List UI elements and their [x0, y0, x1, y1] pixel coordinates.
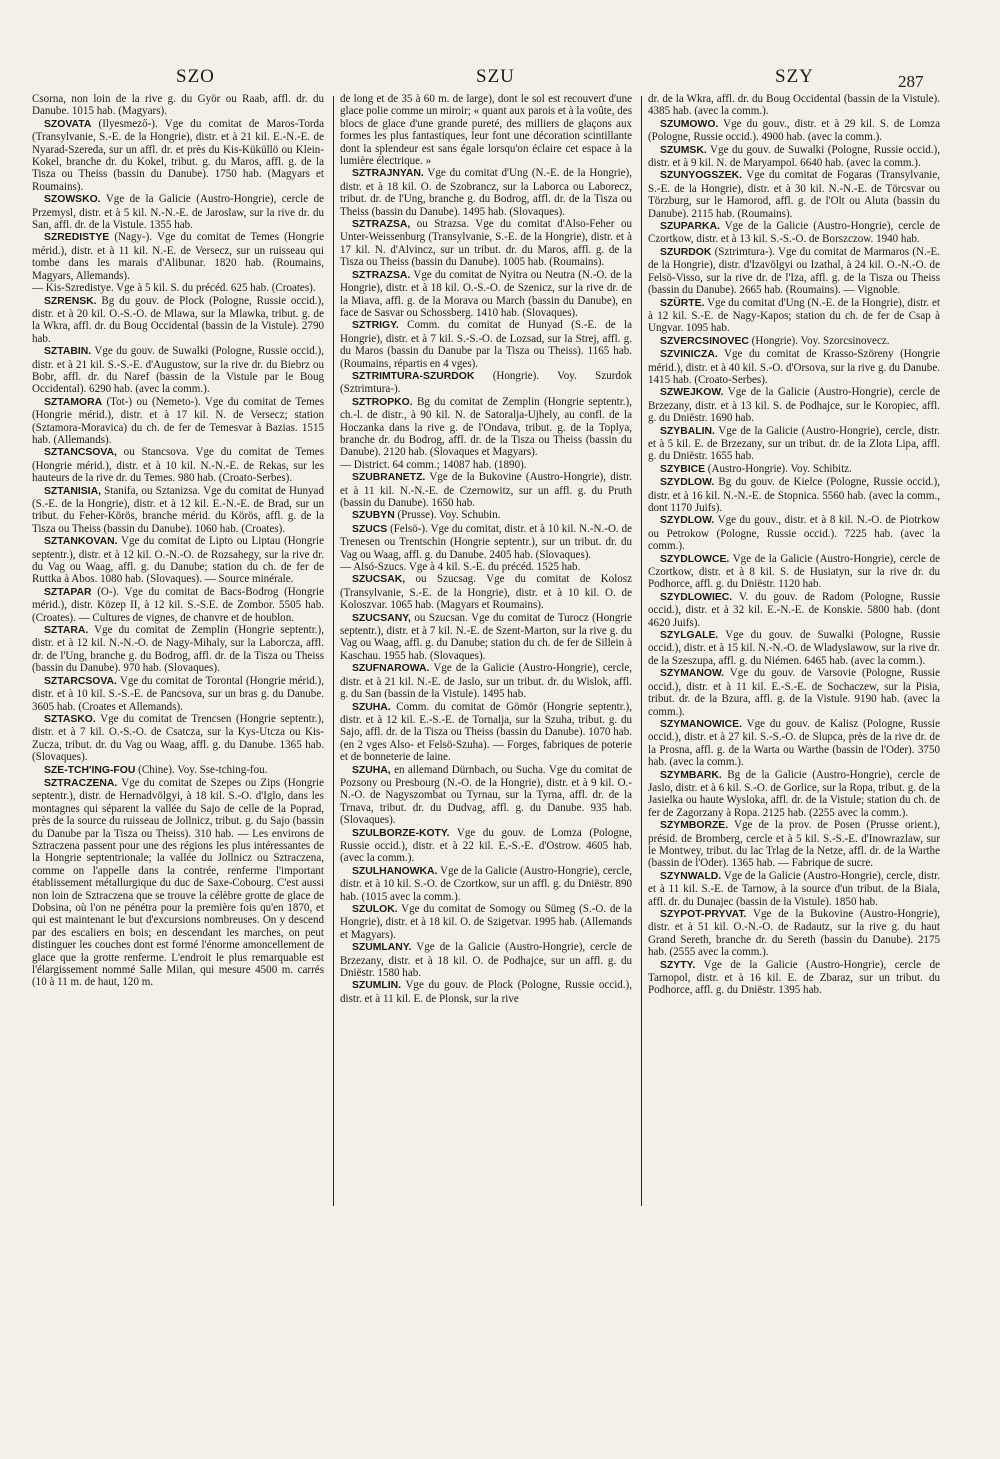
dictionary-entry [340, 941, 632, 979]
entry-text: Vge de la Bukovine (Austro-Hongrie), distr. et à 11 kil. N.-N.-E. de Czernowitz, sur un affl. g. du Pruth (bassin du Danube). 1650 hab. [340, 471, 632, 509]
entry-headword: SZUPARKA. [660, 221, 720, 233]
entry-headword: SZURDOK [660, 246, 712, 258]
entry-headword: SZTARCSOVA. [44, 675, 117, 687]
entry-text: (Hongrie). Voy. Szurdok (Sztrimtura-). [340, 369, 632, 396]
entry-headword: SZUHA. [352, 701, 391, 713]
entry-text: ou Szucsag. Vge du comitat de Kolosz (Transylvanie, S.-E. de la Hongrie), distr. et à 10 kil. O. de Koloszvar. 1065 hab. (Magyars et Roumains). [340, 573, 632, 612]
entry-headword: SZUBYN [352, 510, 395, 522]
dictionary-entry [32, 624, 324, 675]
entry-text: ou Stancsova. Vge du comitat de Temes (Hongrie mérid.), distr. et à 10 kil. N.-N.-E. de Rekas, sur les hauteurs de la rive dr. du Temes. 980 hab. (Croato-Serbes). [32, 446, 324, 485]
dictionary-entry [648, 667, 940, 718]
dictionary-entry [32, 396, 324, 447]
dictionary-entry [32, 675, 324, 713]
entry-headword: SZYMBARK. [660, 769, 722, 781]
entry-text: Vge du gouv. de Varsovie (Pologne, Russie occid.), distr. et à 11 kil. E.-S.-E. de Sochaczew, sur la Pisia, tribut. dr. de la Bzura, affl. g. de la Vistule. 9190 hab. (avec la comm.). [648, 667, 940, 718]
entry-headword: SZYDLOWCE. [660, 553, 730, 565]
entry-headword: SZULBORZE-KOTY. [352, 827, 450, 839]
entry-headword: SZUCSANY, [352, 612, 411, 624]
entry-headword: SZUHA, [352, 764, 391, 776]
dictionary-entry [648, 908, 940, 959]
entry-text: — District. 64 comm.; 14087 hab. (1890). [340, 458, 527, 471]
dictionary-entry [340, 561, 632, 573]
entry-text: Vge de la Galicie (Austro-Hongrie), cercle de Tarnopol, distr. et à 16 kil. E. de Zbaraz, sur un tribut. du Podhorce, affl. g. du Dniëstr. 1395 hab. [648, 958, 940, 997]
entry-text: Vge du comitat d'Ung (N.-E. de la Hongrie), distr. et à 12 kil. S.-E. de Nagy-Kapos; station du ch. de fer de Csap à Ungvar. 1095 hab. [648, 296, 940, 335]
entry-text: Vge de la Galicie (Austro-Hongrie), cercle de Czortkow, distr. et à 13 kil. S.-S.-O. de Borszczow. 1940 hab. [648, 220, 940, 246]
entry-text: Bg du gouv. de Plock (Pologne, Russie occid.), distr. et à 20 kil. O.-S.-O. de Mlawa, sur la Mlawka, tribut. g. de la Wkra, affl. dr. du Boug Occidental (bassin de la Vistule). 2790 hab. [32, 294, 324, 345]
entry-headword: SZTASKO. [44, 713, 96, 725]
dictionary-entry [340, 979, 632, 1005]
entry-headword: SZTANISIA, [44, 485, 101, 497]
entry-text: Vge du gouv. de Suwalki (Pologne, Russie occid.), distr. et à 9 kil. N. de Maryampol. 6640 hab. (avec la comm.). [648, 143, 940, 170]
dictionary-entry [340, 865, 632, 903]
entry-text: Vge du gouv. de Plock (Pologne, Russie occid.), distr. et à 11 kil. E. de Plonsk, sur la rive [340, 979, 632, 1005]
entry-text: dr. de la Wkra, affl. dr. du Boug Occidental (bassin de la Vistule). 4385 hab. (avec la comm.). [648, 93, 940, 118]
dictionary-entry [32, 118, 324, 193]
column-divider [641, 96, 642, 1206]
entry-headword: SZYDLOW. [660, 477, 715, 489]
entry-text: Stanifa, ou Sztanizsa. Vge du comitat de Hunyad (S.-E. de la Hongrie), distr. et à 12 kil. E.-N.-E. de Brad, sur un tribut. du Feher-Körös, branche mérid. du Körös, affl. g. de la Tisza ou Theiss (bassin du Danube). 1060 hab. (Croates). [32, 484, 324, 535]
entry-headword: SZYPOT-PRYVAT. [660, 909, 747, 920]
entry-text: Vge du comitat de Fogaras (Transylvanie, S.-E. de la Hongrie), distr. et à 30 kil. N.-N.-E. de Törcsvar ou Törzburg, sur le Hamorod, affl. g. de l'Olt ou Aluta (bassin du Danube). 2115 hab. (Roumains). [648, 169, 940, 220]
text-column-left [32, 93, 324, 1213]
dictionary-entry [32, 93, 324, 118]
dictionary-entry [648, 959, 940, 997]
dictionary-entry [648, 144, 940, 170]
dictionary-entry [648, 386, 940, 424]
dictionary-entry [648, 169, 940, 220]
dictionary-entry [340, 396, 632, 459]
entry-headword: SZYTY. [660, 959, 696, 971]
dictionary-entry [340, 218, 632, 269]
entry-headword: SZYNWALD. [660, 870, 722, 882]
dictionary-entry [648, 246, 940, 297]
entry-headword: SZTAPAR [44, 586, 92, 598]
entry-text: — Alsó-Szucs. Vge à 4 kil. S.-E. du précéd. 1525 hab. [340, 561, 581, 574]
entry-text: Vge du comitat de Torontal (Hongrie mérid.), distr. et à 10 kil. S.-S.-E. de Pancsova, sur un bras g. du Danube. 3605 hab. (Croates et Allemands). [32, 674, 324, 713]
dictionary-entry [648, 297, 940, 335]
entry-text: (Austro-Hongrie). Voy. Schibitz. [705, 462, 852, 475]
header-left-word: SZO [176, 66, 215, 87]
entry-text: Vge de la Galicie (Austro-Hongrie), cercle, distr. et à 5 kil. E. de Brzezany, sur un tribut. dr. de la Zlota Lipa, affl. g. du Dniëstr. 1655 hab. [648, 424, 940, 463]
dictionary-entry [648, 718, 940, 769]
entry-text: (Ilyesmező-). Vge du comitat de Maros-Torda (Transylvanie, S.-E. de la Hongrie), distr. et à 21 kil. E.-N.-E. de Nyarad-Szereda, sur un affl. dr. et près du Kis-Küküllö ou Klein-Kokel, branche dr. du Kokel, tribut. g. du Maros, affl. g. de la Tisza ou Theiss (bassin du Danube). 1750 hab. (Magyars et Roumains). [32, 117, 324, 193]
entry-text: (Tot-) ou (Nemeto-). Vge du comitat de Temes (Hongrie mérid.), distr. et à 17 kil. N. de Versecz; station (Sztamora-Moravica) du ch. de fer de Temesvar à Bazias. 1515 hab. (Allemands). [32, 395, 324, 446]
entry-headword: SZRENSK. [44, 295, 97, 307]
entry-headword: SZYBICE [660, 463, 706, 475]
entry-headword: SZYDLOWIEC. [660, 591, 733, 603]
dictionary-entry [648, 553, 940, 591]
entry-text: Bg du gouv. de Kielce (Pologne, Russie occid.), distr. et à 16 kil. N.-N.-E. de Stopnica. 5560 hab. (avec la comm., dont 1170 Juifs). [648, 476, 940, 514]
text-column-middle [340, 93, 632, 1213]
entry-text: (Sztrimtura-). Vge du comitat de Marmaros (N.-E. de la Hongrie), distr. d'Izavölgyi ou Izathal, à 24 kil. O.-N.-O. de Felsö-Visso, sur la rive dr. de l'Iza, affl. g. de la Tisza ou Theiss (bassin du Danube). 2665 hab. (Roumains). — Vignoble. [648, 245, 940, 297]
entry-headword: SZTARA. [44, 625, 89, 637]
entry-headword: SZVINICZA. [660, 349, 718, 361]
dictionary-entry [648, 425, 940, 463]
dictionary-entry [32, 586, 324, 624]
entry-text: Vge du gouv., distr. et à 29 kil. S. de Lomza (Pologne, Russie occid.). 4900 hab. (avec la comm.). [648, 117, 940, 144]
dictionary-entry [32, 231, 324, 282]
entry-text: (Chine). Voy. Sse-tching-fou. [135, 763, 268, 776]
entry-headword: SZUBRANETZ. [352, 472, 426, 484]
entry-text: Vge du comitat d'Ung (N.-E. de la Hongrie), distr. et à 18 kil. O. de Szobrancz, sur la Laborca ou Laborecz, tribut. dr. de l'Ung, branche g. du Bodrog, affl. dr. de la Tisza ou Theiss (bassin du Danube). 1495 hab. (Slovaques). [340, 167, 632, 218]
dictionary-entry [32, 193, 324, 231]
entry-headword: SZOWSKO. [44, 194, 101, 206]
running-header [0, 66, 1000, 96]
dictionary-entry [32, 485, 324, 536]
dictionary-entry [340, 509, 632, 522]
entry-headword: SZUMLIN. [352, 980, 402, 992]
dictionary-entry [340, 319, 632, 370]
entry-text: Vge du comitat de Trencsen (Hongrie septentr.), distr. et à 7 kil. O.-S.-O. de Csatcza, sur la Kys-Utcza ou Kis-Zucza, tribut. dr. du Vag ou Waag, affl. g. du Danube. 1365 hab. (Slovaques). [32, 712, 324, 764]
entry-headword: SZYBALIN. [660, 425, 715, 437]
entry-text: Vge du comitat de Somogy ou Sümeg (S.-O. de la Hongrie), distr. et à 18 kil. O. de Szigetvar. 1995 hab. (Allemands et Magyars). [340, 903, 632, 941]
entry-headword: SZREDISTYE [44, 232, 110, 244]
column-divider [333, 96, 334, 1206]
entry-text: Vge de la Galicie (Austro-Hongrie), cercle de Brzezany, distr. et à 13 kil. S. de Podhajce, sur le Koropiec, affl. g. du Dniëstr. 1690 hab. [648, 386, 940, 425]
entry-text: (Hongrie). Voy. Szorcsinovecz. [748, 334, 890, 347]
dictionary-entry [32, 713, 324, 764]
entry-text: Vge de la Galicie (Austro-Hongrie), cercle, distr. et à 21 kil. N.-E. de Jaslo, sur un tribut. dr. du Wislok, affl. g. du San (bassin de la Vistule). 1495 hab. [340, 662, 632, 701]
entry-headword: SZYMBORZE. [660, 820, 729, 832]
entry-text: (Felsö-). Vge du comitat, distr. et à 10 kil. N.-N.-O. de Trenesen ou Trentschin (Hongrie septentr.), sur un tribut. dr. du Vag ou Waag, affl. g. du Danube. 2405 hab. (Slovaques). [340, 522, 632, 561]
dictionary-entry [340, 701, 632, 764]
entry-text: (O-). Vge du comitat de Bacs-Bodrog (Hongrie mérid.), distr. Közep II, à 12 kil. S.-S.E. de Zombor. 5505 hab. (Croates). — Cultures de vignes, de chanvre et de houblon. [32, 585, 324, 624]
dictionary-entry [648, 348, 940, 386]
dictionary-entry [648, 870, 940, 908]
page-number: 287 [898, 72, 924, 91]
dictionary-entry [648, 591, 940, 629]
entry-text: (Prusse). Voy. Schubin. [394, 509, 501, 522]
dictionary-entry [648, 118, 940, 144]
entry-text: Bg du comitat de Zemplin (Hongrie septentr.), ch.-l. de distr., à 90 kil. N. de Satoralja-Ujhely, au confl. de la Hoczanka dans la rive g. de l'Ondava, tribut. g. de la Toplya, branche dr. du Bodrog, affl. dr. de la Tisza ou Theiss (bassin du Danube). 2120 hab. (Slovaques et Magyars). [340, 395, 632, 459]
entry-text: en allemand Dürnbach, ou Sucha. Vge du comitat de Pozsony ou Presbourg (N.-O. de la Hongrie), distr. et à 9 kil. O.-N.-O. de Nagyszombat ou Tyrnau, sur la Tyrna, affl. dr. de la Trnava, tribut. dr. du Dudvag, affl. g. du Danube. 935 hab. (Slovaques). [340, 763, 632, 827]
entry-headword: SZTRACZENA. [44, 777, 118, 789]
text-column-right [648, 93, 940, 1213]
entry-text: Vge de la Galicie (Austro-Hongrie), cercle, distr. et à 11 kil. S.-E. de Tarnow, à la source d'un tribut. de la Biala, affl. dr. du Dunajec (bassin de la Vistule). 1850 hab. [648, 869, 940, 908]
entry-headword: SZTROPKO. [352, 396, 413, 408]
entry-headword: SZTRIGY. [352, 320, 399, 332]
entry-text: V. du gouv. de Radom (Pologne, Russie occid.), distr. et à 32 kil. E.-N.-E. de Konskie. 5800 hab. (dont 4620 Juifs). [648, 590, 940, 629]
entry-headword: SZUMOWO. [660, 118, 719, 130]
entry-headword: SZUMLANY. [352, 942, 412, 954]
dictionary-entry [32, 764, 324, 777]
entry-headword: SZULOK. [352, 904, 398, 915]
dictionary-entry [340, 903, 632, 941]
entry-headword: SZTRIMTURA-SZURDOK [352, 370, 475, 382]
dictionary-entry [340, 93, 632, 167]
entry-headword: SZTANKOVAN. [44, 536, 118, 548]
dictionary-entry [32, 282, 324, 294]
entry-headword: SZWEJKOW. [660, 387, 724, 399]
entry-text: Comm. du comitat de Gömör (Hongrie septentr.), distr. et à 12 kil. E.-S.-E. de Tornalja, sur la Szuha, tribut. g. du Sajo, affl. dr. de la Tisza ou Theiss (bassin du Danube). 1070 hab. (en 2 vges Also- et Felsö-Szuha). — Forges, fabriques de poterie et de bonneterie de laine. [340, 700, 632, 764]
entry-text: (Nagy-). Vge du comitat de Temes (Hongrie mérid.), distr. et à 11 kil. N.-E. de Versecz, sur un ruisseau qui tombe dans les marais d'Alibunar. 1820 hab. (Roumains, Magyars, Allemands). [32, 231, 324, 282]
entry-headword: SZTAMORA [44, 396, 103, 408]
dictionary-entry [648, 220, 940, 246]
dictionary-entry [340, 459, 632, 471]
dictionary-entry [32, 446, 324, 484]
entry-text: Vge de la prov. de Posen (Prusse orient.), présid. de Bromberg, cercle et à 5 kil. S.-S.-E. d'Inowrazlaw, sur le Montwey, tribut. du lac Trlag de la Netze, affl. dr. de la Warthe (bassin de l'Oder). 1365 hab. — Fabrique de sucre. [648, 819, 940, 870]
dictionary-entry [648, 476, 940, 514]
entry-headword: SZVERCSINOVEC [660, 335, 749, 347]
entry-headword: SZYMANOW. [660, 668, 725, 680]
dictionary-entry [648, 463, 940, 476]
entry-text: Vge du comitat de Krasso-Szöreny (Hongrie mérid.), distr. et à 40 kil. S.-O. d'Orsova, sur la rive g. du Danube. 1415 hab. (Croato-Serbes). [648, 348, 940, 386]
dictionary-entry [340, 269, 632, 320]
dictionary-entry [648, 629, 940, 667]
dictionary-entry [32, 295, 324, 346]
entry-headword: SZTRAZSA, [352, 219, 411, 231]
entry-text: — Kis-Szredistye. Vge à 5 kil. S. du précéd. 625 hab. (Croates). [32, 282, 316, 295]
dictionary-entry [648, 769, 940, 820]
entry-headword: SZYDLOW. [660, 515, 715, 527]
dictionary-entry [340, 612, 632, 663]
entry-text: Comm. du comitat de Hunyad (S.-E. de la Hongrie), distr. et à 7 kil. S.-S.-O. de Lozsad, sur la Strej, affl. g. du Maros (bassin du Danube par la Tisza ou Theiss). 1165 hab. (Roumains, répartis en 4 vges). [340, 319, 632, 370]
entry-text: Bg de la Galicie (Austro-Hongrie), cercle de Jaslo, distr. et à 6 kil. S.-O. de Gorlice, sur la Ropa, tribut. g. de la Jasielka ou haute Wysloka, affl. dr. de la Vistule; station du ch. de fer de Zagorzany à Ropa. 2125 hab. (2255 avec la comm.). [648, 768, 940, 819]
entry-headword: SZÜRTE. [660, 297, 705, 309]
dictionary-entry [648, 819, 940, 870]
entry-text: Vge de la Galicie (Austro-Hongrie), cercle, distr. et à 10 kil. S.-O. de Czortkow, sur un affl. g. du Dniëstr. 890 hab. (1015 avec la comm.). [340, 864, 632, 903]
dictionary-entry [32, 345, 324, 396]
entry-headword: SZUMSK. [660, 144, 707, 156]
entry-text: Csorna, non loin de la rive g. du Györ ou Raab, affl. dr. du Danube. 1015 hab. (Magyars). [32, 93, 324, 118]
entry-text: ou Szucsan. Vge du comitat de Turocz (Hongrie septentr.), distr. et à 7 kil. N.-E. de Szent-Marton, sur la rive g. du Vag ou Waag, affl. g. du Danube; station du ch. de fer de Sillein à Kaschau. 1955 hab. (Slovaques). [340, 611, 632, 662]
entry-text: Vge du gouv. de Lomza (Pologne, Russie occid.), distr. et à 22 kil. E.-S.-E. d'Ostrow. 4605 hab. (avec la comm.). [340, 826, 632, 865]
entry-text: Vge du gouv. de Suwalki (Pologne, Russie occid.), distr. et à 15 kil. N.-N.-O. de Wladyslawow, sur la rive dr. de la Szeszupa, affl. g. du Niémen. 6465 hab. (avec la comm.). [648, 629, 940, 667]
entry-headword: SZUNYOGSZEK. [660, 170, 742, 182]
entry-headword: SZTRAJNYAN. [352, 168, 424, 180]
dictionary-entry [648, 514, 940, 552]
entry-text: de long et de 35 à 60 m. de large), dont le sol est recouvert d'une glace polie comme un miroir; « quant aux parois et à la voûte, des blocs de glace d'une grande pureté, des milliers de glaçons aux formes les plus fantastiques, leur font une décoration scintillante dont la splendeur est sans égale lorsqu'on éclaire cet espace à la lumière électrique. » [340, 93, 632, 168]
entry-headword: SZTANCSOVA, [44, 447, 117, 459]
dictionary-entry [32, 777, 324, 989]
entry-headword: SZUFNAROWA. [352, 663, 430, 675]
entry-headword: SZUCSAK, [352, 574, 406, 586]
entry-headword: SZTABIN. [44, 346, 92, 358]
entry-headword: SZOVATA [44, 118, 92, 130]
entry-headword: SZULHANOWKA. [352, 865, 438, 877]
dictionary-entry [340, 167, 632, 218]
dictionary-entry [340, 471, 632, 509]
entry-text: Vge de la Bukovine (Austro-Hongrie), distr. et à 51 kil. O.-N.-O. de Radautz, sur la rive g. du haut Grand Sereth, branche dr. du Sereth (bassin du Danube). 2175 hab. (2555 avec la comm.). [648, 908, 940, 959]
entry-text: Vge du comitat de Zemplin (Hongrie septentr.), distr. et à 12 kil. N.-N.-O. de Nagy-Mihaly, sur la Laborcza, affl. dr. de l'Ung, branche g. du Bodrog, affl. dr. de la Tisza ou Theiss (bassin du Danube). 970 hab. (Slovaques). [32, 624, 324, 675]
entry-text: Vge du gouv., distr. et à 8 kil. N.-O. de Piotrkow ou Petrokow (Pologne, Russie occid.). 7225 hab. (avec la comm.). [648, 514, 940, 553]
dictionary-entry [340, 370, 632, 396]
entry-headword: SZUCS [352, 523, 388, 535]
dictionary-entry [340, 764, 632, 827]
entry-text: Vge de la Galicie (Austro-Hongrie), cercle de Przemysl, distr. et à 5 kil. N.-N.-E. de Jaroslaw, sur la rive dr. du San, affl. dr. de la Vistule. 1355 hab. [32, 193, 324, 232]
entry-text: ou Strazsa. Vge du comitat d'Also-Feher ou Unter-Weissenburg (Transylvanie, S.-E. de la Hongrie), distr. et à 17 kil. N. d'Alvincz, sur un tribut. dr. du Maros, affl. g. de la Tisza ou Theiss (bassin du Danube). 1005 hab. (Roumains). [340, 218, 632, 269]
entry-headword: SZYMANOWICE. [660, 718, 742, 730]
dictionary-entry [340, 662, 632, 700]
entry-text: Vge du comitat de Nyitra ou Neutra (N.-O. de la Hongrie), distr. et à 18 kil. O.-S.-O. de Szenicz, sur la rive dr. de la Miava, affl. g. de la Morava ou March (bassin du Danube), en face de Sasvar ou Schossberg. 1410 hab. (Slovaques). [340, 268, 632, 319]
dictionary-entry [648, 335, 940, 348]
entry-text: Vge du gouv. de Suwalki (Pologne, Russie occid.), distr. et à 21 kil. S.-S.-E. d'Augustow, sur la rive dr. du Biebrz ou Bobr, affl. dr. du Naref (bassin de la Vistule par le Boug Occidental). 6290 hab. (avec la comm.). [32, 345, 324, 396]
entry-headword: SZYLGALE. [660, 630, 719, 642]
entry-headword: SZTRAZSA. [352, 269, 411, 281]
header-center-word: SZU [476, 66, 515, 87]
dictionary-entry [340, 573, 632, 611]
dictionary-entry [32, 535, 324, 586]
entry-text: Vge du gouv. de Kalisz (Pologne, Russie occid.), distr. et à 27 kil. S.-S.-O. de Slupca, près de la rive dr. de la Prosna, affl. g. de la Warta ou Warthe (bassin de l'Oder). 3750 hab. (avec la comm.). [648, 717, 940, 769]
dictionary-entry [340, 827, 632, 865]
entry-text: Vge du comitat de Szepes ou Zips (Hongrie septentr.), distr. de Hernadvölgyi, à 18 kil. S.-O. d'Iglo, dans les montagnes qui séparent la vallée du Sajo de celle de la Poprad, près de la source du ruisseau de Jollnicz, tribut. g. du Sajo (bassin du Danube par la Tisza ou Theiss). 310 hab. — Les environs de Sztraczena passent pour une des régions les plus intéressantes de la Hongrie septentrionale; la vallée du Jollnicz ou Sztraczena, comme on l'appelle dans la contrée, renferme l'important établissement métallurgique du duc de Saxe-Cobourg. C'est aussi non loin de Sztraczena que se trouve la célèbre grotte de glace de Dobsina, où l'on ne pénétra pour la première fois qu'en 1870, et qui est maintenant le but d'excursions nombreuses. On y descend par des escaliers en bois; en descendant les marches, on peut distinguer les couches dont est formé l'énorme amoncellement de glace que la grotte renferme. L'endroit le plus remarquable est l'élargissement nommé Salle Milan, qui mesure 4500 m. carrés (10 à 11 m. de haut, 120 m. [32, 776, 324, 989]
entry-text: Vge du comitat de Lipto ou Liptau (Hongrie septentr.), distr. et à 12 kil. O.-N.-O. de Rozsahegy, sur la rive dr. du Vag ou Waag, affl. g. du Danube; station du ch. de fer de Ruttka à Abos. 1080 hab. (Slovaques). — Source minérale. [32, 535, 324, 586]
dictionary-entry [648, 93, 940, 118]
dictionary-entry [340, 523, 632, 561]
entry-headword: SZE-TCH'ING-FOU [44, 764, 136, 776]
entry-text: Vge de la Galicie (Austro-Hongrie), cercle de Czortkow, distr. et à 8 kil. S. de Husiatyn, sur la rive dr. du Podhorce, affl. g. du Dniëstr. 1120 hab. [648, 552, 940, 591]
entry-text: Vge de la Galicie (Austro-Hongrie), cercle de Brzezany, distr. et à 18 kil. O. de Podhajce, sur un affl. g. du Dniëstr. 1580 hab. [340, 941, 632, 980]
header-right-word: SZY [775, 66, 814, 87]
